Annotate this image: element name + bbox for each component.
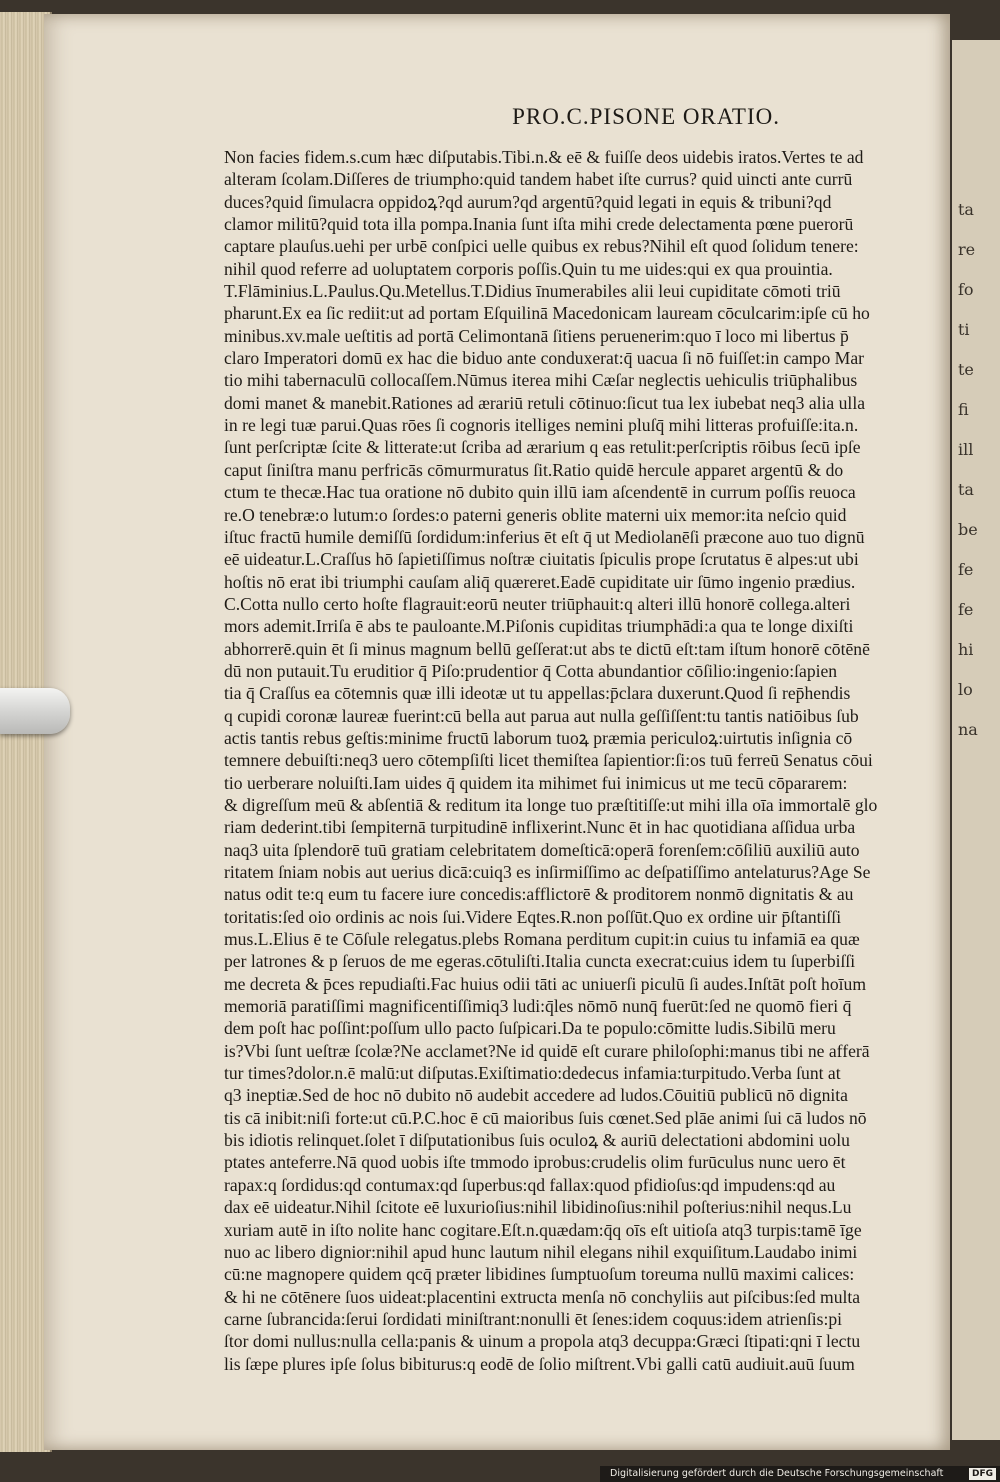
text-line: captare plauſus.uehi per urbē conſpici uelle quibus ex rebus?Nihil eſt quod ſolidum tenere: [224, 236, 859, 257]
text-line: ſunt perſcriptæ ſcite & litterate:ut ſcriba ad ærarium q eas retulit:perſcriptis rōibus ſecū ipſe [224, 437, 861, 458]
text-line: mus.L.Elius ē te Cōſule relegatus.plebs Romana perditum cupit:in cuius tu infamiā ea quæ [224, 929, 860, 950]
page-clip [0, 688, 70, 734]
text-line: q cupidi coronæ laureæ fuerint:cū bella aut parua aut nulla geſſiſſent:tu tantis natiōibus ſub [224, 705, 859, 726]
text-line: minibus.xv.male ueſtitis ad portā Celimontanā ſitiens peruenerim:quo ī loco mi libertus p̄ [224, 325, 849, 346]
text-line: pharunt.Ex ea ſic rediit:ut ad portam Eſquilinā Macedonicam lauream cōculcarim:ipſe cū ho [224, 303, 870, 324]
facing-page-edge [952, 40, 1000, 1440]
text-line: iſtuc fractū humile demiſſū ſordidum:inferius ēt eſt q̄ ut Mediolanēſi præcone auo tuo dignū [224, 526, 865, 547]
text-line: q3 ineptiæ.Sed de hoc nō dubito nō audebit accedere ad ludos.Cōuitiū publicū nō dignita [224, 1085, 848, 1106]
text-line: & digreſſum meū & abſentiā & reditum ita longe tuo præſtitiſſe:ut mihi illa oīa immortalē glo [224, 794, 878, 815]
text-line: naq3 uita ſplendorē tuū gratiam celebritatem domeſticā:operā forenſem:cōſiliū auxiliū auto [224, 839, 860, 860]
text-line: nihil quod referre ad uoluptatem corporis poſſis.Quin tu me uides:qui ex qua prouintia. [224, 258, 833, 279]
text-line: tur times?dolor.n.ē malū:ut diſputas.Exiſtimatio:dedecus infamia:turpitudo.Verba ſunt at [224, 1063, 841, 1084]
text-line: actis tantis rebus geſtis:minime fructū laborum tuoꝝ præmia periculoꝝ:uirtutis inſignia cō [224, 727, 853, 748]
text-line: T.Flāminius.L.Paulus.Qu.Metellus.T.Didius īnumerabiles alii leui cupiditate cōmoti triū [224, 281, 841, 302]
digitization-footer [600, 1466, 1000, 1482]
text-line: Non facies fidem.s.cum hæc diſputabis.Tibi.n.& eē & fuiſſe deos uidebis iratos.Vertes te ad [224, 147, 864, 167]
text-line: ſtor domi nullus:nulla cella:panis & uinum a propola atq3 decuppa:Græci ſtipati:qni ī lectu [224, 1331, 861, 1352]
text-line: in re legi tuæ parui.Quas rōes ſi cognoris itelliges nemini pluſq̄ mihi litteras profuiſſe:ita.n. [224, 415, 859, 436]
text-line: natus odit te:q eum tu facere iure concedis:afflictorē & proditorem nonmō dignitatis & au [224, 884, 854, 905]
text-line: memoriā paratiſſimi magnificentiſſimiq3 ludi:q̄les nōmō nunq̄ fuerūt:ſed ne quomō fieri q̄ [224, 996, 852, 1017]
text-line: bis idiotis relinquet.ſolet ī diſputationibus ſuis oculoꝝ & auriū delectationi abdomini uolu [224, 1130, 850, 1151]
dfg-logo: DFG [969, 1468, 996, 1480]
text-line: dem poſt hac poſſint:poſſum ullo pacto ſuſpicari.Da te populo:cōmitte ludis.Sibilū meru [224, 1018, 836, 1039]
text-line: tis cā inibit:niſi forte:ut cū.P.C.hoc ē cū maioribus ſuis cœnet.Sed plāe animi ſui cā ludos nō [224, 1107, 867, 1128]
running-title: PRO.C.PISONE ORATIO. [512, 104, 780, 129]
text-line: nuo ac libero dignior:nihil apud hunc lautum nihil elegans nihil exquiſitum.Laudabo inimi [224, 1241, 858, 1262]
text-line: alteram ſcolam.Diſſeres de triumpho:quid tandem habet iſte currus? quid uincti ante currū [224, 169, 853, 190]
text-line: cū:ne magnopere quidem qcq̄ præter libidines ſumptuoſum toreuma nullū maximi calices: [224, 1264, 855, 1285]
text-line: eē uideatur.L.Craſſus hō ſapietiſſimus noſtræ ciuitatis ſpiculis prope ſcrutatus ē alpes:ut ubi [224, 549, 859, 570]
text-line: tio mihi tabernaculū collocaſſem.Nūmus iterea mihi Cæſar neglectis uehiculis triūphalibus [224, 370, 858, 391]
text-line: toritatis:ſed oio ordinis ac nois ſui.Videre Eqtes.R.non poſſūt.Quo ex ordine uir p̄ſtantiſſi [224, 906, 842, 927]
text-line: re.O tenebræ:o lutum:o ſordes:o paterni generis oblite materni uix memor:ita neſcio quid [224, 504, 847, 525]
text-line: caput ſiniſtra manu perfricās cōmurmuratus ſit.Ratio quidē hercule apparet argentū & do [224, 459, 844, 480]
text-line: lis ſæpe plures ipſe ſolus bibiturus:q eodē de ſolio miſtrent.Vbi galli catū audiuit.auū ſuum [224, 1353, 855, 1374]
text-line: dū non putauit.Tu eruditior q̄ Piſo:prudentior q̄ Cotta abundantior cōſilio:ingenio:ſapien [224, 660, 838, 681]
text-line: C.Cotta nullo certo hoſte flagrauit:eorū neuter triūphauit:q alteri illū honorē collega.alteri [224, 593, 851, 614]
body-text [224, 146, 904, 1375]
text-line: abhorrerē.quin ēt ſi minus magnum bellū geſſerat:ut abs te dictū eſt:tam iſtum honorē cōtēnē [224, 638, 870, 659]
text-line: clamor militū?quid tota illa pompa.Inania ſunt iſta mihi crede delectamenta pœne puerorū [224, 214, 854, 235]
text-line: ritatem ſniam nobis aut uerius dicā:cuiq3 es inſirmiſſimo ac deſpatiſſimo antelaturus?Age Se [224, 862, 871, 882]
text-line: carne ſubrancida:ſerui ſordidati miniſtrant:nonulli ēt ſenes:idem coquus:idem atrienſis:pi [224, 1308, 843, 1329]
text-line: claro Imperatori domū ex hac die biduo ante conduxerat:q̄ uacua ſi nō fuiſſet:in campo Mar [224, 348, 864, 369]
text-line: duces?quid ſimulacra oppidoꝝ?qd aurum?qd argentū?quid legati in equis & tribuni?qd [224, 191, 832, 212]
text-line: dax eē uideatur.Nihil ſcitote eē luxurioſius:nihil libidinoſius:nihil poſterius:nihil nequs.Lu [224, 1197, 852, 1218]
text-line: ptates anteferre.Nā quod uobis iſte tmmodo iprobus:crudelis olim furūculus nunc uero ēt [224, 1152, 846, 1173]
text-line: is?Vbi ſunt ueſtræ ſcolæ?Ne acclamet?Ne id quidē eſt curare philoſophi:manus tibi ne afferā [224, 1040, 870, 1061]
text-line: temnere debuiſti:neq3 uero cōtempſiſti licet themiſtea ſapientior:ſi:os tuū ferreū Senatus cōui [224, 750, 873, 771]
text-line: hoſtis nō erat ibi triumphi cauſam aliq̄ quæreret.Eadē cupiditate uir ſūmo ingenio prædius. [224, 571, 856, 592]
funding-credit: Digitalisierung gefördert durch die Deutsche Forschungsgemeinschaft [610, 1468, 944, 1479]
text-line: riam dederint.tibi ſempiternā turpitudinē inflixerint.Nunc ēt in hac quotidiana aſſidua urba [224, 817, 856, 838]
text-line: rapax:q ſordidus:qd contumax:qd ſuperbus:qd fallax:quod pfidioſus:qd impudens:qd au [224, 1174, 836, 1195]
text-line: & hi ne cōtēnere ſuos uideat:placentini extructa menſa nō conchyliis aut piſcibus:ſed multa [224, 1286, 861, 1307]
facing-page-text: ta re fo ti te fi ill ta be fe fe hi lo na [958, 200, 978, 739]
text-line: xuriam autē in iſto nolite hanc cogitare.Eſt.n.quædam:q̄q oīs eſt uitioſa atq3 turpis:tamē īge [224, 1219, 862, 1240]
text-line: ctum te thecæ.Hac tua oratione nō dubito quin illū iam aſcendentē in currum poſſis reuoca [224, 482, 856, 503]
text-line: per latrones & p ſeruos de me egeras.cōtuliſti.Italia cuncta execrat:cuius idem tu ſuperbiſſi [224, 951, 856, 972]
text-line: domi manet & manebit.Rationes ad ærariū retuli cōtinuo:ſicut tua lex iubebat neq3 alia ulla [224, 392, 866, 413]
text-line: me decreta & p̄ces repudiaſti.Fac huius odii tāti ac uniuerſi piculū ſi audes.Inſtāt poſt hoīum [224, 973, 867, 994]
text-line: tia q̄ Craſſus ea cōtemnis quæ illi ideotæ ut tu appellas:p̄clara duxerunt.Quod ſi rep̄hendis [224, 683, 851, 704]
text-line: mors ademit.Irriſa ē abs te pauloante.M.Piſonis cupiditas triumphādi:a qua te longe dixiſti [224, 616, 854, 637]
text-line: tio uerberare noluiſti.Iam uides q̄ quidem ita mihimet fui inimicus ut me tecū cōpararem: [224, 772, 848, 793]
